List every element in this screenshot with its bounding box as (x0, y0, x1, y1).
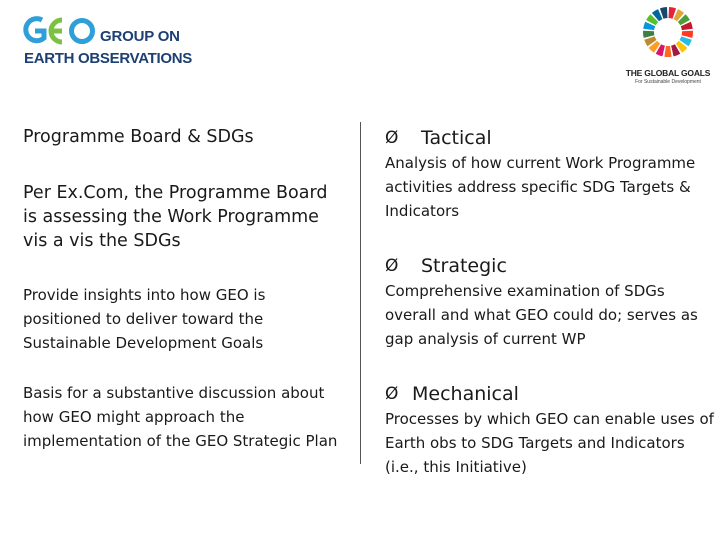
geo-org-line1: GROUP ON (100, 28, 180, 45)
right-column (385, 125, 715, 479)
left-point-2: Basis for a substantive discussion about how GEO might approach the implementation of the GEO Strategic Plan (23, 384, 338, 450)
bullet-desc: Analysis of how current Work Programme activities address specific SDG Targets & Indicators (385, 154, 696, 220)
column-divider (360, 122, 361, 464)
bullet-title: Mechanical (412, 383, 519, 405)
sdg-wheel-segment (664, 46, 671, 57)
geo-logo-icon (22, 14, 98, 48)
bullet-desc: Comprehensive examination of SDGs overall and what GEO could do; serves as gap analysis of current WP (385, 282, 698, 348)
bullet-desc: Processes by which GEO can enable uses of Earth obs to SDG Targets and Indicators (i.e., this Initiative) (385, 410, 714, 476)
bullet-title: Strategic (421, 255, 507, 277)
global-goals-logo (622, 6, 714, 90)
bullet-title: Tactical (421, 127, 492, 149)
geo-org-line2: EARTH OBSERVATIONS (24, 50, 192, 67)
sdg-wheel-segment (643, 31, 654, 38)
arrow-bullet-icon: Ø (385, 256, 399, 276)
geo-logo (22, 14, 192, 68)
left-column (23, 125, 343, 479)
left-intro: Per Ex.Com, the Programme Board is assessing the Work Programme vis a vis the SDGs (23, 183, 328, 251)
left-point-1: Provide insights into how GEO is positioned to deliver toward the Sustainable Development Goals (23, 286, 266, 352)
global-goals-subtitle: For Sustainable Development (635, 79, 701, 85)
global-goals-title: THE GLOBAL GOALS (625, 68, 711, 78)
sdg-wheel-segment (682, 31, 693, 38)
bullet-tactical (385, 125, 715, 151)
bullet-strategic (385, 253, 715, 279)
bullet-mechanical (385, 381, 715, 407)
sdg-wheel-icon (642, 6, 694, 58)
arrow-bullet-icon: Ø (385, 384, 399, 404)
arrow-bullet-icon: Ø (385, 128, 399, 148)
left-heading: Programme Board & SDGs (23, 127, 254, 147)
